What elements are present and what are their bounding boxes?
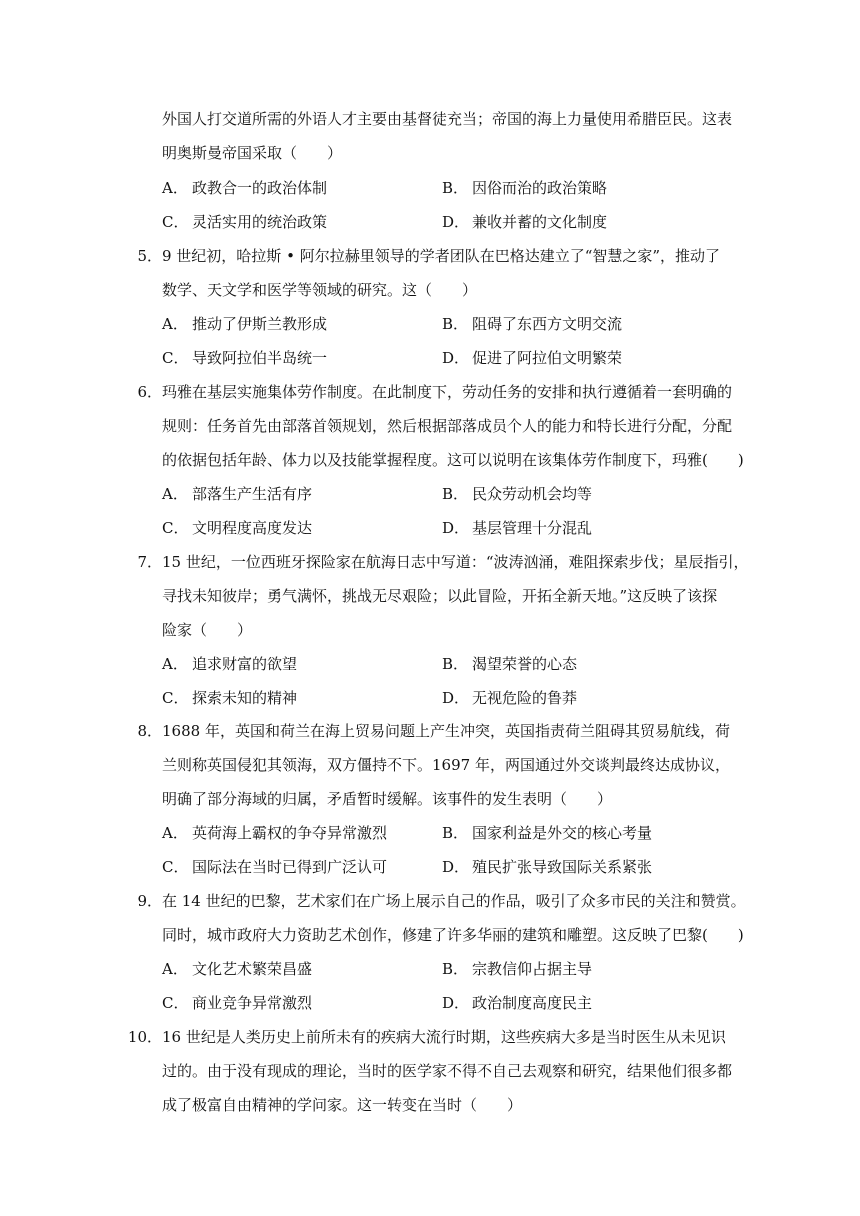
q7-line-2: 寻找未知彼岸；勇气满怀，挑战无尽艰险；以此冒险，开拓全新天地。”这反映了该探	[162, 587, 718, 605]
option-label: A．	[162, 960, 188, 978]
q9-line-2: 同时，城市政府大力资助艺术创作，修建了许多华丽的建筑和雕塑。这反映了巴黎( )	[162, 926, 744, 944]
q5-option-d[interactable]	[442, 347, 622, 369]
option-label: D．	[442, 213, 470, 231]
q8-line-1: 1688 年，英国和荷兰在海上贸易问题上产生冲突，英国指责荷兰阻碍其贸易航线，荷	[162, 722, 730, 740]
option-text: 政治制度高度民主	[472, 994, 593, 1012]
question-number: 9．	[137, 892, 162, 910]
intro-line-2: 明奥斯曼帝国采取（ ）	[162, 144, 343, 162]
q7-option-c[interactable]	[162, 687, 297, 709]
q6-line-3: 的依据包括年龄、体力以及技能掌握程度。这可以说明在该集体劳作制度下，玛雅( )	[162, 451, 744, 469]
option-label: B．	[442, 485, 469, 503]
option-label: A．	[162, 824, 188, 842]
q9-option-b[interactable]	[442, 958, 592, 980]
option-label: A．	[162, 315, 188, 333]
q7-option-a[interactable]	[162, 653, 297, 675]
question-number: 8．	[137, 722, 162, 740]
q5-option-c[interactable]	[162, 347, 327, 369]
option-text: 促进了阿拉伯文明繁荣	[472, 349, 623, 367]
q9-option-d[interactable]	[442, 992, 592, 1014]
option-label: D．	[442, 994, 470, 1012]
option-text: 国家利益是外交的核心考量	[472, 824, 653, 842]
q8-line-3: 明确了部分海域的归属，矛盾暂时缓解。该事件的发生表明（ ）	[162, 790, 613, 808]
option-text: 推动了伊斯兰教形成	[192, 315, 328, 333]
q8-option-a[interactable]	[162, 822, 387, 844]
intro-option-d[interactable]	[442, 211, 607, 233]
option-label: C．	[162, 994, 189, 1012]
option-label: C．	[162, 213, 189, 231]
question-number: 6．	[137, 383, 162, 401]
q7-option-b[interactable]	[442, 653, 577, 675]
option-label: B．	[442, 179, 469, 197]
option-text: 部落生产生活有序	[192, 485, 313, 503]
question-number: 5．	[137, 247, 162, 265]
q6-option-c[interactable]	[162, 517, 312, 539]
q8-option-d[interactable]	[442, 856, 652, 878]
option-text: 殖民扩张导致国际关系紧张	[472, 858, 653, 876]
option-text: 无视危险的鲁莽	[472, 689, 578, 707]
option-label: D．	[442, 519, 470, 537]
option-text: 阻碍了东西方文明交流	[472, 315, 623, 333]
option-text: 兼收并蓄的文化制度	[472, 213, 608, 231]
option-label: B．	[442, 960, 469, 978]
q5-line-2: 数学、天文学和医学等领域的研究。这（ ）	[162, 281, 478, 299]
option-text: 导致阿拉伯半岛统一	[192, 349, 328, 367]
option-label: D．	[442, 349, 470, 367]
option-text: 基层管理十分混乱	[472, 519, 593, 537]
q6-option-b[interactable]	[442, 483, 592, 505]
option-label: D．	[442, 858, 470, 876]
q8-line-2: 兰则称英国侵犯其领海，双方僵持不下。1697 年，两国通过外交谈判最终达成协议，	[162, 756, 730, 774]
q7-line-1: 15 世纪，一位西班牙探险家在航海日志中写道：“波涛汹涌，难阻探索步伐；星辰指引，	[162, 553, 749, 571]
option-text: 渴望荣誉的心态	[472, 655, 578, 673]
option-label: C．	[162, 858, 189, 876]
q10-line-3: 成了极富自由精神的学问家。这一转变在当时（ ）	[162, 1096, 523, 1114]
q6-option-a[interactable]	[162, 483, 312, 505]
q10-line-1: 16 世纪是人类历史上前所未有的疾病大流行时期，这些疾病大多是当时医生从未见识	[162, 1028, 726, 1046]
option-text: 商业竞争异常激烈	[192, 994, 313, 1012]
option-label: A．	[162, 179, 188, 197]
q7-line-3: 险家（ ）	[162, 621, 253, 639]
q8-option-b[interactable]	[442, 822, 652, 844]
option-text: 英荷海上霸权的争夺异常激烈	[192, 824, 388, 842]
q10-line-2: 过的。由于没有现成的理论，当时的医学家不得不自己去观察和研究，结果他们很多都	[162, 1062, 733, 1080]
intro-option-c[interactable]	[162, 211, 327, 233]
q6-line-1: 玛雅在基层实施集体劳作制度。在此制度下，劳动任务的安排和执行遵循着一套明确的	[162, 383, 733, 401]
option-text: 文化艺术繁荣昌盛	[192, 960, 313, 978]
option-text: 国际法在当时已得到广泛认可	[192, 858, 388, 876]
q6-option-d[interactable]	[442, 517, 592, 539]
q7-option-d[interactable]	[442, 687, 577, 709]
option-text: 因俗而治的政治策略	[472, 179, 608, 197]
q6-line-2: 规则：任务首先由部落首领规划，然后根据部落成员个人的能力和特长进行分配，分配	[162, 417, 733, 435]
option-text: 宗教信仰占据主导	[472, 960, 593, 978]
option-label: B．	[442, 824, 469, 842]
option-text: 探索未知的精神	[192, 689, 298, 707]
q5-option-b[interactable]	[442, 313, 622, 335]
intro-option-a[interactable]	[162, 177, 327, 199]
question-number: 7．	[137, 553, 162, 571]
option-label: C．	[162, 349, 189, 367]
q5-line-1: 9 世纪初，哈拉斯 • 阿尔拉赫里领导的学者团队在巴格达建立了“智慧之家”，推动了	[162, 247, 721, 265]
option-text: 追求财富的欲望	[192, 655, 298, 673]
intro-option-b[interactable]	[442, 177, 607, 199]
option-text: 灵活实用的统治政策	[192, 213, 328, 231]
option-label: C．	[162, 519, 189, 537]
q5-option-a[interactable]	[162, 313, 327, 335]
option-text: 政教合一的政治体制	[192, 179, 328, 197]
option-label: A．	[162, 655, 188, 673]
option-label: C．	[162, 689, 189, 707]
option-label: D．	[442, 689, 470, 707]
option-label: B．	[442, 655, 469, 673]
option-text: 民众劳动机会均等	[472, 485, 593, 503]
intro-line-1: 外国人打交道所需的外语人才主要由基督徒充当；帝国的海上力量使用希腊臣民。这表	[162, 110, 733, 128]
q8-option-c[interactable]	[162, 856, 387, 878]
option-label: B．	[442, 315, 469, 333]
option-label: A．	[162, 485, 188, 503]
q9-option-c[interactable]	[162, 992, 312, 1014]
q9-option-a[interactable]	[162, 958, 312, 980]
option-text: 文明程度高度发达	[192, 519, 313, 537]
q9-line-1: 在 14 世纪的巴黎，艺术家们在广场上展示自己的作品，吸引了众多市民的关注和赞赏。	[162, 892, 746, 910]
question-number: 10．	[127, 1028, 162, 1046]
